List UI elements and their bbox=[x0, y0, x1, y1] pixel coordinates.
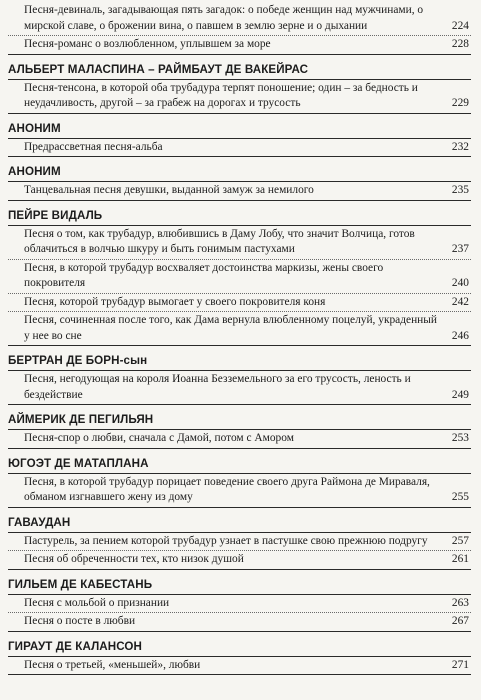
toc-entry[interactable] bbox=[8, 474, 471, 508]
toc-entry[interactable] bbox=[8, 430, 471, 449]
page-number: 240 bbox=[451, 277, 469, 289]
page-number: 255 bbox=[451, 491, 469, 503]
author-heading: АЛЬБЕРТ МАЛАСПИНА – РАЙМБАУТ ДЕ ВАКЕЙРАС bbox=[8, 55, 471, 80]
page-number: 232 bbox=[451, 140, 469, 153]
toc-section bbox=[8, 508, 471, 570]
page-number: 224 bbox=[451, 19, 469, 32]
entry-title: Пастурель, за пением которой трубадур узнает в пастушке свою прежнюю подругу bbox=[24, 534, 428, 547]
page-number: 246 bbox=[451, 329, 469, 342]
entry-title: Песня с мольбой о признании bbox=[24, 596, 170, 609]
toc-section bbox=[8, 114, 471, 158]
page-number: 229 bbox=[451, 97, 469, 109]
toc-entry[interactable] bbox=[8, 260, 471, 294]
toc-section bbox=[8, 632, 471, 676]
toc-section bbox=[8, 157, 471, 201]
toc-entry[interactable] bbox=[8, 533, 471, 552]
entry-title: Песня, в которой трубадур порицает поведение своего друга Раймона де Мираваля, обманом изгнавшего жену из дому bbox=[24, 475, 430, 503]
page-number: 263 bbox=[451, 596, 469, 609]
toc-entry[interactable] bbox=[8, 595, 471, 614]
toc-section bbox=[8, 449, 471, 508]
author-heading: ГАВАУДАН bbox=[8, 508, 471, 533]
toc-section bbox=[8, 55, 471, 114]
entry-title: Танцевальная песня девушки, выданной замуж за немилого bbox=[24, 184, 314, 196]
entry-title: Песня, в которой трубадур восхваляет достоинства маркизы, жены своего покровителя bbox=[24, 261, 384, 289]
author-heading: БЕРТРАН ДЕ БОРН-сын bbox=[8, 346, 471, 371]
entry-title: Песня-романс о возлюбленном, уплывшем за море bbox=[24, 38, 271, 50]
page-number: 242 bbox=[451, 295, 469, 308]
toc-section bbox=[8, 201, 471, 347]
entry-title: Песня, которой трубадур вымогает у своего покровителя коня bbox=[24, 295, 326, 308]
toc-entry[interactable] bbox=[8, 182, 471, 201]
toc-entry[interactable] bbox=[8, 36, 471, 55]
toc-section bbox=[8, 2, 471, 55]
toc-entry[interactable] bbox=[8, 226, 471, 260]
page-number: 237 bbox=[451, 243, 469, 255]
toc-entry[interactable] bbox=[8, 371, 471, 405]
entry-title: Песня-тенсона, в которой оба трубадура терпят поношение; один – за бедность и неудачливость, другой – за грабеж на дорогах и трусость bbox=[24, 81, 418, 109]
page-number: 253 bbox=[451, 432, 469, 444]
page-number: 271 bbox=[451, 658, 469, 671]
toc-entry[interactable] bbox=[8, 657, 471, 676]
entry-title: Песня-девиналь, загадывающая пять загадок: о победе женщин над мужчинами, о мирской славе, о брожении вина, о павшем в землю зерне и о дыхании bbox=[24, 4, 424, 32]
page-number: 261 bbox=[451, 553, 469, 565]
toc-section bbox=[8, 346, 471, 405]
entry-title: Песня, сочиненная после того, как Дама вернула влюбленному поцелуй, украденный у нее во сне bbox=[24, 314, 438, 342]
entry-title: Песня о том, как трубадур, влюбившись в Даму Лобу, что значит Волчица, готов облачиться в волчью шкуру и быть гонимым пастухами bbox=[24, 227, 415, 255]
author-heading: АЙМЕРИК ДЕ ПЕГИЛЬЯН bbox=[8, 405, 471, 430]
author-heading: ГИЛЬЕМ ДЕ КАБЕСТАНЬ bbox=[8, 570, 471, 595]
author-heading: ПЕЙРЕ ВИДАЛЬ bbox=[8, 201, 471, 226]
author-heading: ЮГОЭТ ДЕ МАТАПЛАНА bbox=[8, 449, 471, 474]
entry-title: Предрассветная песня-альба bbox=[24, 140, 163, 153]
toc-entry[interactable] bbox=[8, 613, 471, 632]
toc-entry[interactable] bbox=[8, 2, 471, 36]
toc-section bbox=[8, 570, 471, 632]
entry-title: Песня, негодующая на короля Иоанна Безземельного за его трусость, леность и бездействие bbox=[24, 373, 411, 401]
page-number: 235 bbox=[451, 184, 469, 196]
toc-entry[interactable] bbox=[8, 312, 471, 346]
entry-title: Песня о посте в любви bbox=[24, 615, 136, 627]
table-of-contents bbox=[8, 2, 471, 675]
author-heading: ГИРАУТ ДЕ КАЛАНСОН bbox=[8, 632, 471, 657]
toc-section bbox=[8, 405, 471, 449]
page-number: 228 bbox=[451, 38, 469, 50]
toc-entry[interactable] bbox=[8, 80, 471, 114]
entry-title: Песня о третьей, «меньшей», любви bbox=[24, 658, 201, 671]
toc-entry[interactable] bbox=[8, 551, 471, 570]
author-heading: АНОНИМ bbox=[8, 157, 471, 182]
toc-entry[interactable] bbox=[8, 294, 471, 313]
entry-title: Песня-спор о любви, сначала с Дамой, потом с Амором bbox=[24, 432, 294, 444]
page-number: 249 bbox=[451, 388, 469, 401]
toc-entry[interactable] bbox=[8, 139, 471, 158]
page-number: 267 bbox=[451, 615, 469, 627]
author-heading: АНОНИМ bbox=[8, 114, 471, 139]
page-number: 257 bbox=[451, 534, 469, 547]
entry-title: Песня об обреченности тех, кто низок душой bbox=[24, 553, 244, 565]
